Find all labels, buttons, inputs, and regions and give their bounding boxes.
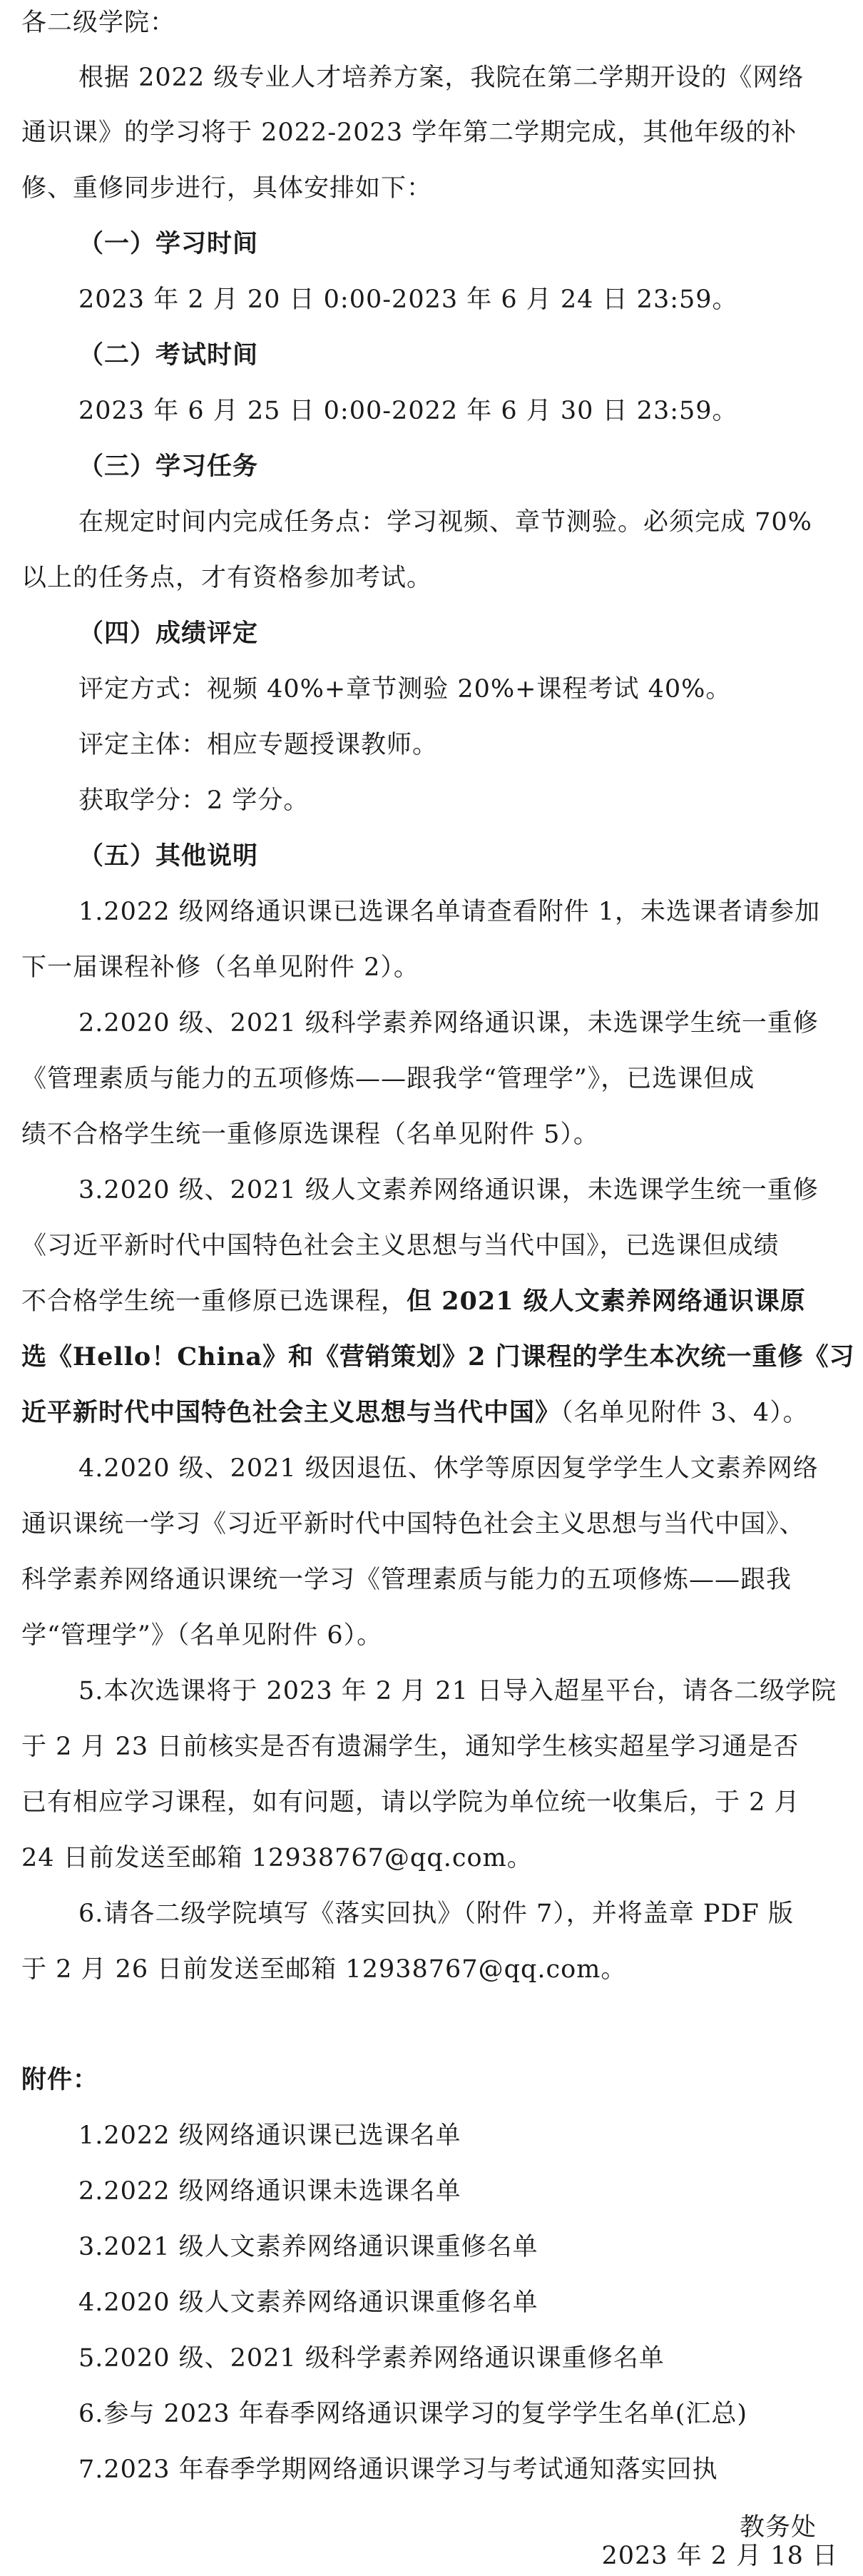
intro-line: 通识课》的学习将于 2022-2023 学年第二学期完成，其他年级的补 xyxy=(21,118,797,147)
attachment-item: 4.2020 级人文素养网络通识课重修名单 xyxy=(78,2288,538,2317)
note-3-line: 《习近平新时代中国特色社会主义思想与当代中国》，已选课但成绩 xyxy=(21,1232,780,1260)
note-3-bold-text: 近平新时代中国特色社会主义思想与当代中国》 xyxy=(21,1398,561,1427)
attachment-item: 6.参与 2023 年春季网络通识课学习的复学学生名单(汇总) xyxy=(78,2400,748,2428)
note-3-text: （名单见附件 3、4）。 xyxy=(561,1399,809,1427)
note-5-line: 于 2 月 23 日前核实是否有遗漏学生，通知学生核实超星学习通是否 xyxy=(21,1733,800,1761)
note-2-line: 《管理素质与能力的五项修炼——跟我学“管理学”》，已选课但成 xyxy=(21,1065,755,1093)
attachment-item: 1.2022 级网络通识课已选课名单 xyxy=(78,2121,461,2150)
note-4-line: 4.2020 级、2021 级因退伍、休学等原因复学学生人文素养网络 xyxy=(78,1454,819,1483)
note-3-line xyxy=(21,1284,806,1319)
section-heading-exam-time: （二）考试时间 xyxy=(78,340,259,370)
note-5-line: 24 日前发送至邮箱 12938767@qq.com。 xyxy=(21,1844,533,1872)
study-tasks-line: 在规定时间内完成任务点：学习视频、章节测验。必须完成 70% xyxy=(78,508,812,537)
grading-line: 评定方式：视频 40%+章节测验 20%+课程考试 40%。 xyxy=(78,675,732,704)
grading-line: 评定主体：相应专题授课教师。 xyxy=(78,731,439,759)
attachments-heading: 附件： xyxy=(21,2065,99,2094)
note-2-line: 绩不合格学生统一重修原选课程（名单见附件 5）。 xyxy=(21,1120,599,1149)
note-5-line: 5.本次选课将于 2023 年 2 月 21 日导入超星平台，请各二级学院 xyxy=(78,1677,837,1705)
note-3-line: 3.2020 级、2021 级人文素养网络通识课，未选课学生统一重修 xyxy=(78,1176,819,1205)
grading-line: 获取学分：2 学分。 xyxy=(78,786,310,815)
note-3-bold-line: 选《Hello！China》和《营销策划》2 门课程的学生本次统一重修《习 xyxy=(21,1342,855,1371)
note-5-line: 已有相应学习课程，如有问题，请以学院为单位统一收集后，于 2 月 xyxy=(21,1788,800,1817)
study-tasks-line: 以上的任务点，才有资格参加考试。 xyxy=(21,564,433,592)
attachment-item: 2.2022 级网络通识课未选课名单 xyxy=(78,2177,461,2206)
note-1-line: 下一届课程补修（名单见附件 2）。 xyxy=(21,953,419,982)
intro-line: 根据 2022 级专业人才培养方案，我院在第二学期开设的《网络 xyxy=(78,64,805,92)
note-4-line: 科学素养网络通识课统一学习《管理素质与能力的五项修炼——跟我 xyxy=(21,1566,792,1594)
study-time-text: 2023 年 2 月 20 日 0:00-2023 年 6 月 24 日 23:59。 xyxy=(78,285,738,314)
note-4-line: 通识课统一学习《习近平新时代中国特色社会主义思想与当代中国》、 xyxy=(21,1510,805,1538)
section-heading-study-time: （一）学习时间 xyxy=(78,229,259,258)
salutation: 各二级学院： xyxy=(21,9,176,37)
note-3-bold-text: 但 2021 级人文素养网络通识课原 xyxy=(407,1287,806,1316)
section-heading-grading: （四）成绩评定 xyxy=(78,619,259,648)
attachment-item: 7.2023 年春季学期网络通识课学习与考试通知落实回执 xyxy=(78,2455,718,2484)
attachment-item: 3.2021 级人文素养网络通识课重修名单 xyxy=(78,2233,538,2261)
note-3-text: 不合格学生统一重修原已选课程， xyxy=(21,1287,407,1316)
note-6-line: 于 2 月 26 日前发送至邮箱 12938767@qq.com。 xyxy=(21,1955,627,1984)
note-3-line xyxy=(21,1396,809,1430)
exam-time-text: 2023 年 6 月 25 日 0:00-2022 年 6 月 30 日 23:59。 xyxy=(78,397,738,425)
note-6-line: 6.请各二级学院填写《落实回执》（附件 7），并将盖章 PDF 版 xyxy=(78,1900,794,1928)
signature-date: 2023 年 2 月 18 日 xyxy=(601,2542,838,2570)
intro-line: 修、重修同步进行，具体安排如下： xyxy=(21,174,433,203)
signature-org: 教务处 xyxy=(739,2513,817,2542)
note-2-line: 2.2020 级、2021 级科学素养网络通识课，未选课学生统一重修 xyxy=(78,1009,819,1038)
note-1-line: 1.2022 级网络通识课已选课名单请查看附件 1，未选课者请参加 xyxy=(78,898,820,926)
section-heading-study-tasks: （三）学习任务 xyxy=(78,452,259,481)
section-heading-other: （五）其他说明 xyxy=(78,841,259,871)
note-4-line: 学“管理学”》（名单见附件 6）。 xyxy=(21,1621,383,1650)
attachment-item: 5.2020 级、2021 级科学素养网络通识课重修名单 xyxy=(78,2344,665,2373)
